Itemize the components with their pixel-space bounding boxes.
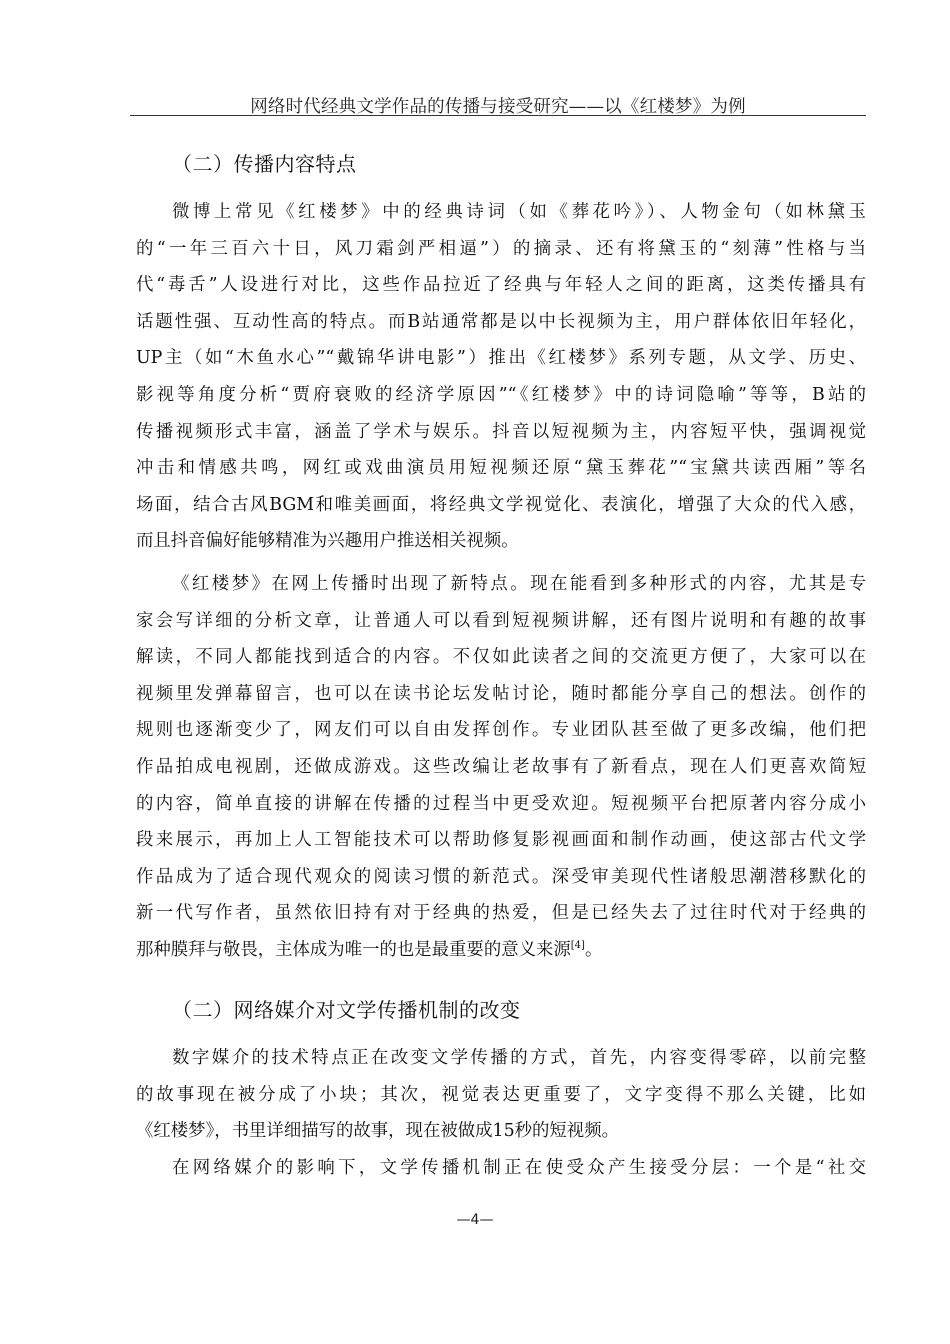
text-line: 解读，不同人都能找到适合的内容。不仅如此读者之间的交流更方便了，大家可以在 [136,647,866,668]
section-title-content-features: （二）传播内容特点 [172,152,357,176]
page-number: —4— [456,1212,494,1228]
paragraph-platforms [136,194,866,560]
text-line: 《红楼梦》在网上传播时出现了新特点。现在能看到多种形式的内容，尤其是专 [172,574,866,594]
paragraph-new-features [136,566,866,969]
text-line: 影视等角度分析“贾府衰败的经济学原因”“《红楼梦》中的诗词隐喻”等等，B站的 [136,384,866,405]
text-line: 在网络媒介的影响下，文学传播机制正在使受众产生接受分层：一个是“社交 [172,1158,866,1178]
text-line: 数字媒介的技术特点正在改变文学传播的方式，首先，内容变得零碎，以前完整 [172,1048,866,1068]
sentence-end: 。 [584,939,603,960]
text-line: 段来展示，再加上人工智能技术可以帮助修复影视画面和制作动画，使这部古代文学 [136,830,866,851]
text-line: 的“一年三百六十日，风刀霜剑严相逼”）的摘录、还有将黛玉的“刻薄”性格与当 [136,238,866,259]
text-line: 微博上常见《红楼梦》中的经典诗词（如《葬花吟》）、人物金句（如林黛玉 [172,202,866,222]
text-line: 作品成为了适合现代观众的阅读习惯的新范式。深受审美现代性诸般思潮潜移默化的 [136,866,866,887]
section-title-media-mechanism: （二）网络媒介对文学传播机制的改变 [172,998,521,1022]
text-line: 的内容，简单直接的讲解在传播的过程当中更受欢迎。短视频平台把原著内容分成小 [136,793,866,814]
running-header: 网络时代经典文学作品的传播与接受研究——以《红楼梦》为例 [250,97,746,117]
text-line: 代“毒舌”人设进行对比，这些作品拉近了经典与年轻人之间的距离，这类传播具有 [136,275,866,296]
text-line [136,932,866,969]
text-line-body: 那种膜拜与敬畏，主体成为唯一的也是最重要的意义来源 [136,939,571,960]
text-line: 家会写详细的分析文章，让普通人可以看到短视频讲解，还有图片说明和有趣的故事 [136,610,866,631]
text-line: 场面，结合古风BGM和唯美画面，将经典文学视觉化、表演化，增强了大众的代入感， [136,494,866,515]
text-line: UP主（如“木鱼水心”“戴锦华讲电影”）推出《红楼梦》系列专题，从文学、历史、 [136,348,866,369]
text-line: 视频里发弹幕留言，也可以在读书论坛发帖讨论，随时都能分享自己的想法。创作的 [136,683,866,704]
header-rule [130,115,866,116]
text-line: 《红楼梦》，书里详细描写的故事，现在被做成15秒的短视频。 [136,1121,619,1142]
text-line: 新一代写作者，虽然依旧持有对于经典的热爱，但是已经失去了过往时代对于经典的 [136,903,866,924]
paragraph-audience-layering [136,1150,866,1187]
text-line: 作品拍成电视剧，还做成游戏。这些改编让老故事有了新看点，现在人们更喜欢简短 [136,756,866,777]
text-line: 规则也逐渐变少了，网友们可以自由发挥创作。专业团队甚至做了更多改编，他们把 [136,720,866,741]
text-line: 话题性强、互动性高的特点。而B站通常都是以中长视频为主，用户群体依旧年轻化， [136,311,866,332]
text-line: 而且抖音偏好能够精准为兴趣用户推送相关视频。 [136,531,519,552]
text-line: 的故事现在被分成了小块；其次，视觉表达更重要了，文字变得不那么关键，比如 [136,1084,866,1105]
paragraph-digital-media [136,1040,866,1150]
citation-reference[interactable]: [4] [570,939,585,951]
text-line: 冲击和情感共鸣，网红或戏曲演员用短视频还原“黛玉葬花”“宝黛共读西厢”等名 [136,458,866,479]
text-line: 传播视频形式丰富，涵盖了学术与娱乐。抖音以短视频为主，内容短平快，强调视觉 [136,421,866,442]
